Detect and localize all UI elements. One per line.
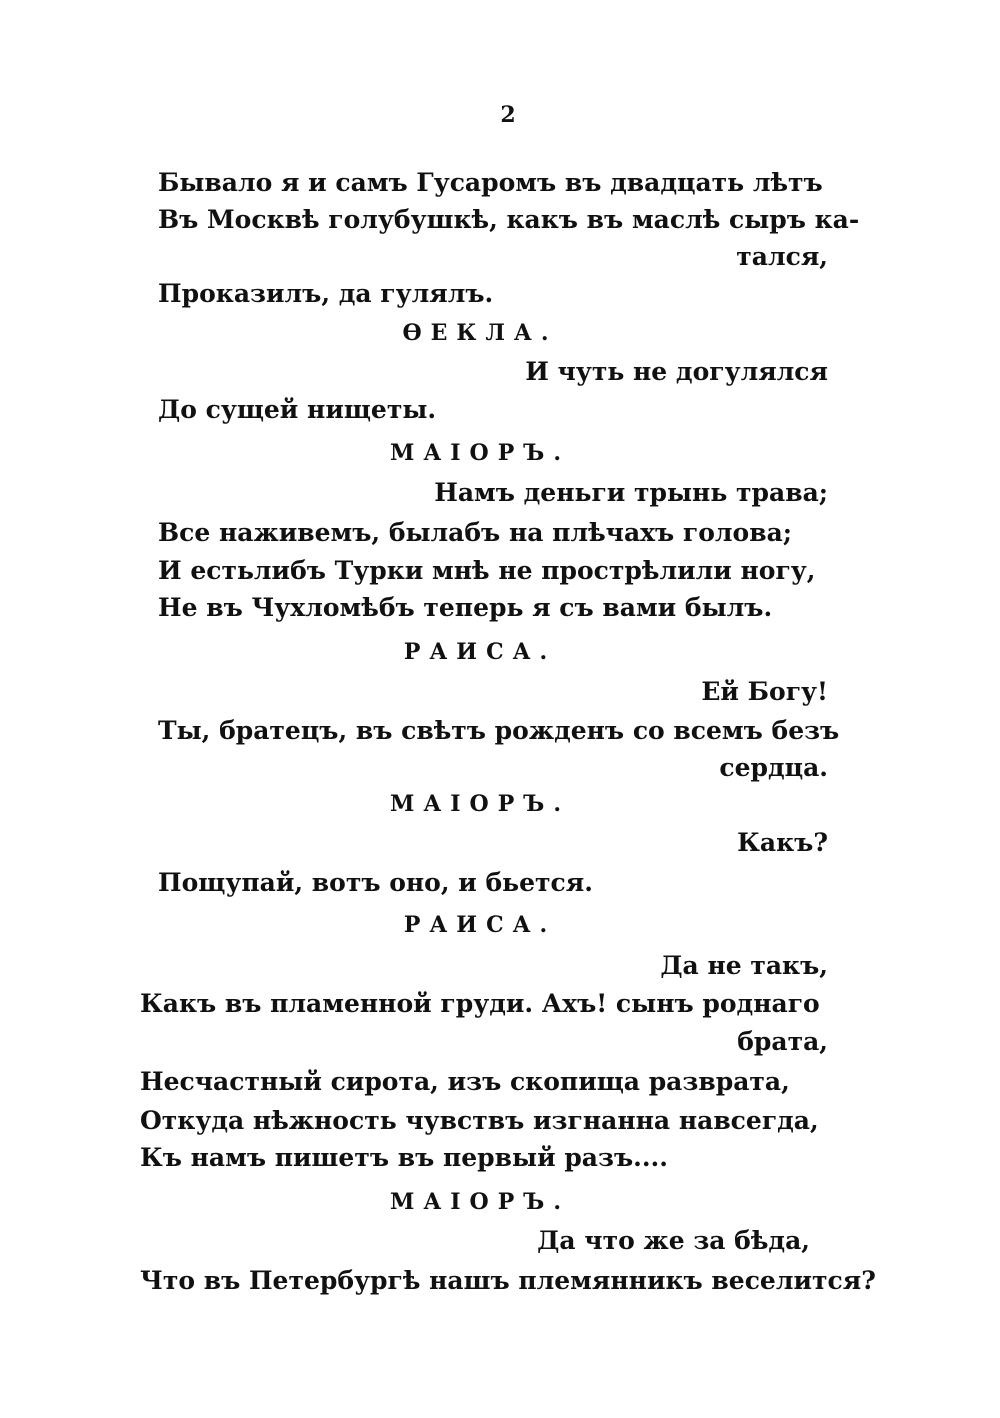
verse-continuation: брата, <box>737 1027 828 1056</box>
speaker-name: МАІОРЪ. <box>390 1189 570 1215</box>
speaker-name: ѲЕКЛА. <box>402 320 558 346</box>
verse-line: Ты, братецъ, въ свѣтъ рожденъ со всемъ безъ <box>158 716 840 745</box>
verse-line: Бывало я и самъ Гусаромъ въ двадцать лѣтъ <box>158 168 823 197</box>
speaker-name: МАІОРЪ. <box>390 791 570 817</box>
verse-line: Пощупай, вотъ оно, и бьется. <box>158 868 593 897</box>
verse-continuation: сердца. <box>719 753 828 782</box>
verse-line: И естьлибъ Турки мнѣ не прострѣлили ногу, <box>158 556 816 585</box>
verse-line: Проказилъ, да гулялъ. <box>158 279 494 308</box>
verse-line: До сущей нищеты. <box>158 395 437 424</box>
verse-line: Все наживемъ, былабъ на плѣчахъ голова; <box>158 518 793 547</box>
verse-half-line: Какъ? <box>737 828 828 857</box>
verse-line: Какъ въ пламенной груди. Ахъ! сынъ роднаго <box>140 989 820 1018</box>
verse-continuation: тался, <box>736 242 828 271</box>
verse-line: Не въ Чухломѣбъ теперь я съ вами былъ. <box>158 593 773 622</box>
page-number: 2 <box>500 102 516 128</box>
verse-half-line: И чуть не догулялся <box>525 357 828 386</box>
verse-half-line: Намъ деньги трынь трава; <box>434 478 828 507</box>
speaker-name: РАИСА. <box>403 912 557 938</box>
verse-half-line: Ей Богу! <box>701 677 828 706</box>
verse-line: Къ намъ пишетъ въ первый разъ.... <box>140 1143 668 1172</box>
verse-line: Въ Москвѣ голубушкѣ, какъ въ маслѣ сыръ ка- <box>158 205 860 234</box>
verse-line: Несчастный сирота, изъ скопища разврата, <box>140 1067 790 1096</box>
verse-line: Что въ Петербургѣ нашъ племянникъ веселится? <box>140 1266 876 1295</box>
verse-half-line: Да не такъ, <box>660 951 828 980</box>
verse-half-line: Да что же за бѣда, <box>537 1226 810 1255</box>
speaker-name: РАИСА. <box>403 639 557 665</box>
speaker-name: МАІОРЪ. <box>390 440 570 466</box>
verse-line: Откуда нѣжность чувствъ изгнанна навсегда, <box>140 1106 819 1135</box>
